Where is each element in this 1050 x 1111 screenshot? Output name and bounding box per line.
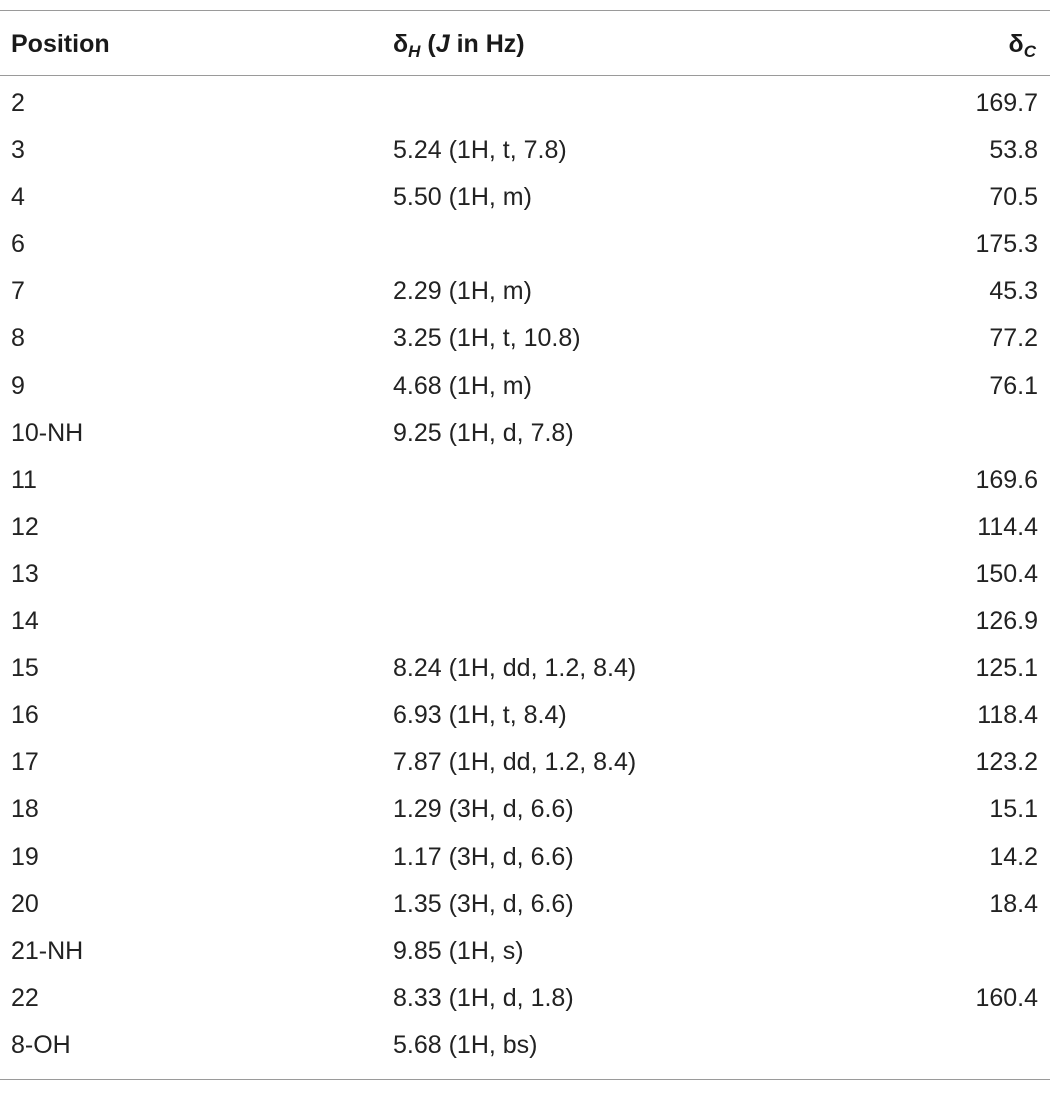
cell-delta-h: 8.24 (1H, dd, 1.2, 8.4) [393, 654, 637, 683]
cell-delta-c: 77.2 [989, 324, 1038, 353]
cell-delta-c: 53.8 [989, 136, 1038, 165]
header-position: Position [11, 30, 110, 58]
table-row [0, 1018, 1050, 1065]
header-delta-h-close: in Hz) [449, 30, 525, 58]
cell-delta-c: 70.5 [989, 183, 1038, 212]
table-row [0, 547, 1050, 594]
cell-delta-c: 15.1 [989, 795, 1038, 824]
table-row [0, 641, 1050, 688]
table-row [0, 500, 1050, 547]
header-delta-c-symbol: δ [1008, 30, 1024, 58]
cell-delta-c: 169.6 [975, 465, 1038, 494]
table-row [0, 76, 1050, 123]
cell-position: 9 [11, 371, 25, 400]
header-delta-h-symbol: δ [393, 30, 409, 58]
cell-delta-h: 1.35 (3H, d, 6.6) [393, 889, 574, 918]
cell-position: 8-OH [11, 1030, 71, 1059]
table-row [0, 782, 1050, 829]
table-header-row [0, 11, 1050, 75]
cell-position: 13 [11, 559, 39, 588]
cell-position: 19 [11, 842, 39, 871]
cell-position: 22 [11, 983, 39, 1012]
cell-delta-h: 1.17 (3H, d, 6.6) [393, 842, 574, 871]
cell-delta-c: 45.3 [989, 277, 1038, 306]
cell-delta-h: 9.85 (1H, s) [393, 936, 524, 965]
header-delta-h-open: ( [420, 30, 436, 58]
cell-delta-c: 18.4 [989, 889, 1038, 918]
cell-delta-c: 118.4 [977, 701, 1038, 730]
cell-delta-h: 5.68 (1H, bs) [393, 1030, 538, 1059]
cell-delta-h: 5.24 (1H, t, 7.8) [393, 136, 567, 165]
table-row [0, 217, 1050, 264]
cell-delta-c: 14.2 [989, 842, 1038, 871]
cell-delta-c: 76.1 [989, 371, 1038, 400]
cell-delta-h: 7.87 (1H, dd, 1.2, 8.4) [393, 748, 637, 777]
table-row [0, 311, 1050, 358]
table-row [0, 877, 1050, 924]
cell-position: 21-NH [11, 936, 84, 965]
cell-position: 11 [11, 465, 37, 494]
cell-delta-c: 160.4 [975, 983, 1038, 1012]
cell-position: 15 [11, 654, 39, 683]
table-row [0, 264, 1050, 311]
cell-delta-h: 4.68 (1H, m) [393, 371, 532, 400]
cell-delta-c: 126.9 [975, 607, 1038, 636]
cell-position: 10-NH [11, 418, 84, 447]
cell-delta-h: 1.29 (3H, d, 6.6) [393, 795, 574, 824]
cell-position: 4 [11, 183, 25, 212]
cell-position: 8 [11, 324, 25, 353]
cell-delta-h: 3.25 (1H, t, 10.8) [393, 324, 581, 353]
table-row [0, 688, 1050, 735]
header-delta-h [393, 29, 525, 67]
cell-delta-h: 5.50 (1H, m) [393, 183, 532, 212]
cell-delta-h: 8.33 (1H, d, 1.8) [393, 983, 574, 1012]
cell-delta-c: 169.7 [975, 89, 1038, 117]
header-delta-h-j: J [435, 30, 450, 58]
table-row [0, 924, 1050, 971]
header-delta-h-sub: H [408, 42, 421, 61]
cell-delta-c: 125.1 [975, 654, 1038, 683]
cell-delta-h: 9.25 (1H, d, 7.8) [393, 418, 574, 447]
table-row [0, 830, 1050, 877]
table-row [0, 123, 1050, 170]
cell-position: 7 [11, 277, 25, 306]
table-body [0, 76, 1050, 1065]
cell-delta-h: 2.29 (1H, m) [393, 277, 532, 306]
cell-delta-c: 123.2 [975, 748, 1038, 777]
table-row [0, 594, 1050, 641]
cell-delta-h: 6.93 (1H, t, 8.4) [393, 701, 567, 730]
cell-delta-c: 114.4 [977, 512, 1038, 541]
table-row [0, 971, 1050, 1018]
table-row [0, 735, 1050, 782]
cell-position: 3 [11, 136, 25, 165]
cell-position: 20 [11, 889, 39, 918]
table-row [0, 170, 1050, 217]
table-row [0, 359, 1050, 406]
table-bottom-spacer [0, 1065, 1050, 1079]
header-delta-c [1009, 29, 1036, 67]
nmr-data-table [0, 10, 1050, 1080]
header-delta-c-sub: C [1023, 42, 1036, 61]
cell-delta-c: 150.4 [975, 559, 1038, 588]
cell-position: 6 [11, 230, 25, 259]
cell-position: 14 [11, 607, 39, 636]
table-row [0, 406, 1050, 453]
cell-position: 16 [11, 701, 39, 730]
cell-position: 12 [11, 512, 39, 541]
cell-position: 17 [11, 748, 39, 777]
cell-position: 2 [11, 89, 25, 117]
table-row [0, 453, 1050, 500]
cell-delta-c: 175.3 [975, 230, 1038, 259]
cell-position: 18 [11, 795, 39, 824]
table-bottom-rule [0, 1079, 1050, 1080]
